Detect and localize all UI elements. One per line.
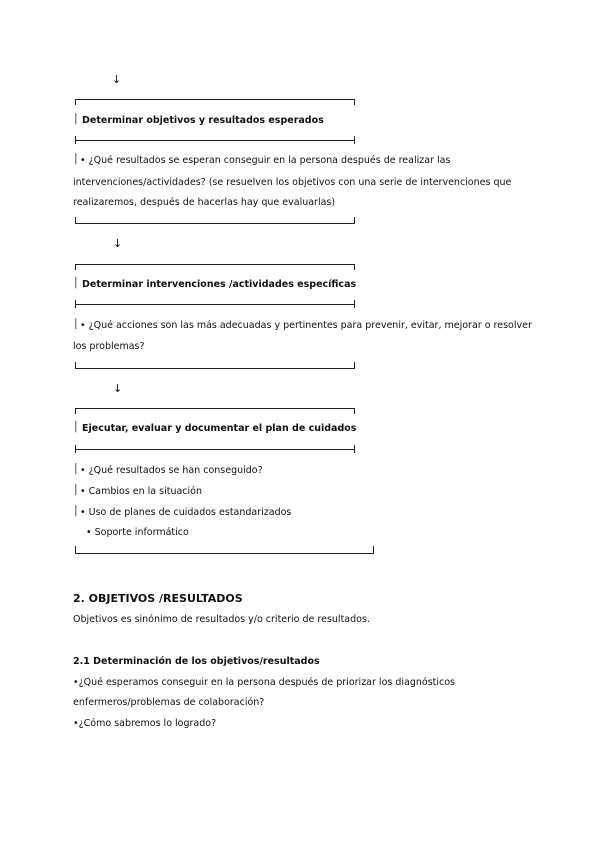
block1-line-1: • ¿Qué resultados se esperan conseguir en la persona después de realizar las xyxy=(80,155,451,166)
down-arrow-icon: ↓ xyxy=(113,382,123,395)
block2-line-2: los problemas? xyxy=(73,341,145,352)
box-corner xyxy=(75,546,76,553)
box-corner xyxy=(75,362,76,368)
block1-line-3: realizaremos, después de hacerlas hay que evaluarlas) xyxy=(73,197,336,208)
subsection-line-1: •¿Qué esperamos conseguir en la persona después de priorizar los diagnósticos xyxy=(73,677,456,688)
box-side-bar: │ xyxy=(73,278,79,289)
box-corner xyxy=(75,264,76,270)
section-intro: Objetivos es sinónimo de resultados y/o criterio de resultados. xyxy=(73,614,370,625)
box-side-bar: │ xyxy=(73,114,79,125)
box-corner xyxy=(373,546,374,553)
down-arrow-icon: ↓ xyxy=(113,237,123,250)
block3-title: Ejecutar, evaluar y documentar el plan de cuidados xyxy=(82,423,357,434)
box-corner xyxy=(75,300,76,308)
box-corner xyxy=(75,99,76,105)
box-corner xyxy=(75,217,76,223)
box-divider xyxy=(75,304,355,305)
block3-item-1: • ¿Qué resultados se han conseguido? xyxy=(80,465,263,476)
box-side-bar: │ xyxy=(73,464,79,475)
box-bottom-border xyxy=(75,368,355,369)
box-top-border xyxy=(75,264,355,265)
down-arrow-icon: ↓ xyxy=(112,73,122,86)
block2-title: Determinar intervenciones /actividades específicas xyxy=(82,279,357,290)
subsection-line-3: •¿Cómo sabremos lo logrado? xyxy=(73,718,217,729)
subsection-line-2: enfermeros/problemas de colaboración? xyxy=(73,697,265,708)
box-top-border xyxy=(75,408,355,409)
block1-line-2: intervenciones/actividades? (se resuelven los objetivos con una serie de intervenciones que xyxy=(73,177,512,188)
block2-line-1: • ¿Qué acciones son las más adecuadas y pertinentes para prevenir, evitar, mejorar o resolver xyxy=(80,320,532,331)
box-top-border xyxy=(75,99,355,100)
box-corner xyxy=(354,217,355,223)
box-corner xyxy=(354,408,355,414)
box-side-bar: │ xyxy=(73,154,79,165)
box-corner xyxy=(354,445,355,453)
box-bottom-border xyxy=(75,553,374,554)
box-corner xyxy=(354,136,355,144)
box-side-bar: │ xyxy=(73,319,79,330)
box-corner xyxy=(354,99,355,105)
subsection-heading: 2.1 Determinación de los objetivos/resultados xyxy=(73,656,320,667)
box-side-bar: │ xyxy=(73,485,79,496)
box-corner xyxy=(75,408,76,414)
box-corner xyxy=(354,362,355,368)
box-corner xyxy=(354,264,355,270)
section-heading: 2. OBJETIVOS /RESULTADOS xyxy=(73,592,243,605)
box-divider xyxy=(75,449,355,450)
box-corner xyxy=(75,136,76,144)
block3-item-2: • Cambios en la situación xyxy=(80,486,203,497)
box-bottom-border xyxy=(75,223,355,224)
box-corner xyxy=(354,300,355,308)
block3-item-4: • Soporte informático xyxy=(86,527,189,538)
box-side-bar: │ xyxy=(73,422,79,433)
block3-item-3: • Uso de planes de cuidados estandarizados xyxy=(80,507,292,518)
box-side-bar: │ xyxy=(73,506,79,517)
box-divider xyxy=(75,140,355,141)
block1-title: Determinar objetivos y resultados esperados xyxy=(82,115,324,126)
box-corner xyxy=(75,445,76,453)
